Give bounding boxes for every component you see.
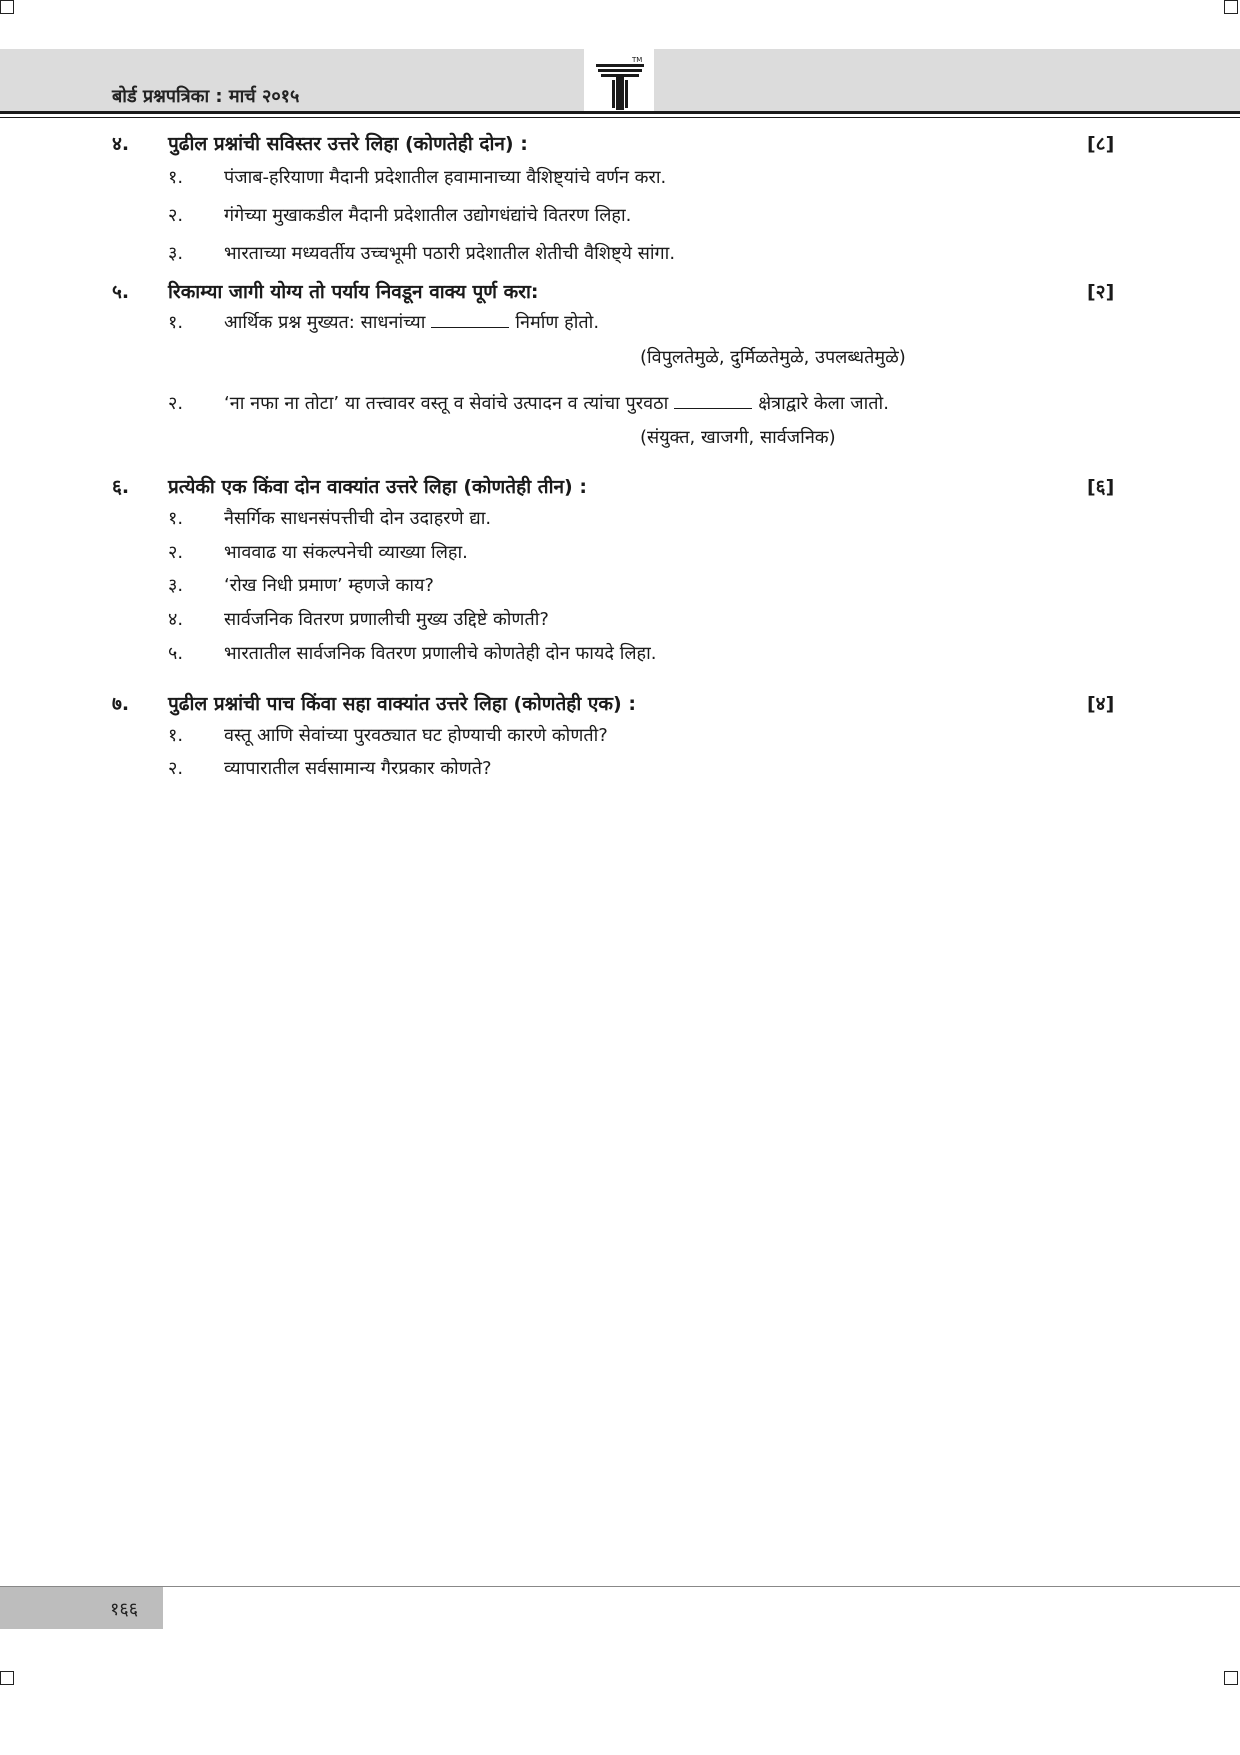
- question-text: रिकाम्या जागी योग्य तो पर्याय निवडून वाक्य पूर्ण करा:: [168, 281, 539, 303]
- sub-question-text: ‘रोख निधी प्रमाण’ म्हणजे काय?: [224, 575, 434, 596]
- header-band-right: [654, 49, 1240, 111]
- question-number: ५.: [112, 281, 130, 303]
- answer-options: (विपुलतेमुळे, दुर्मिळतेमुळे, उपलब्धतेमुळे): [640, 347, 906, 368]
- sub-question-number: २.: [168, 758, 184, 779]
- footer-band: [0, 1587, 163, 1629]
- question-number: ४.: [112, 133, 130, 155]
- crop-mark-bottom-right: [1224, 1671, 1238, 1685]
- sub-question-text: गंगेच्या मुखाकडील मैदानी प्रदेशातील उद्योगधंद्यांचे वितरण लिहा.: [224, 205, 632, 226]
- sub-question-text: व्यापारातील सर्वसामान्य गैरप्रकार कोणते?: [224, 758, 492, 779]
- sub-question-text: नैसर्गिक साधनसंपत्तीची दोन उदाहरणे द्या.: [224, 508, 492, 529]
- answer-options: (संयुक्त, खाजगी, सार्वजनिक): [640, 427, 836, 448]
- sub-question-number: २.: [168, 393, 184, 414]
- sub-question-number: ४.: [168, 609, 184, 630]
- question-number: ७.: [112, 693, 130, 715]
- sub-question-number: ३.: [168, 575, 184, 596]
- sub-question-text: भारताच्या मध्यवर्तीय उच्चभूमी पठारी प्रदेशातील शेतीची वैशिष्ट्ये सांगा.: [224, 243, 676, 264]
- sub-question-text: भारतातील सार्वजनिक वितरण प्रणालीचे कोणतेही दोन फायदे लिहा.: [224, 643, 657, 664]
- question-marks: [८]: [1087, 133, 1115, 155]
- sub-question-text: पंजाब-हरियाणा मैदानी प्रदेशातील हवामानाच्या वैशिष्ट्यांचे वर्णन करा.: [224, 167, 667, 188]
- answer-blank: [674, 407, 752, 409]
- page-number: १६६: [110, 1599, 139, 1620]
- logo-trademark: TM: [632, 56, 643, 64]
- publisher-logo-icon: [592, 56, 648, 112]
- header-rule-thin: [0, 117, 1240, 118]
- crop-mark-top-left: [0, 0, 14, 14]
- sub-question-text: वस्तू आणि सेवांच्या पुरवठ्यात घट होण्याची कारणे कोणती?: [224, 725, 608, 746]
- crop-mark-top-right: [1224, 0, 1238, 14]
- question-marks: [६]: [1087, 476, 1115, 498]
- header-rule-thick: [0, 111, 1240, 114]
- sub-question-number: ५.: [168, 643, 184, 664]
- fill-in-blank-sentence: [224, 310, 599, 334]
- sub-question-text: सार्वजनिक वितरण प्रणालीची मुख्य उद्दिष्टे कोणती?: [224, 609, 549, 630]
- sentence-before-blank: आर्थिक प्रश्न मुख्यत: साधनांच्या: [224, 312, 426, 333]
- crop-mark-bottom-left: [0, 1671, 14, 1685]
- sentence-before-blank: ‘ना नफा ना तोटा’ या तत्त्वावर वस्तू व सेवांचे उत्पादन व त्यांचा पुरवठा: [224, 393, 669, 414]
- fill-in-blank-sentence: [224, 391, 889, 415]
- question-text: पुढील प्रश्नांची सविस्तर उत्तरे लिहा (कोणतेही दोन) :: [168, 133, 528, 155]
- sub-question-number: २.: [168, 205, 184, 226]
- question-number: ६.: [112, 476, 130, 498]
- question-marks: [२]: [1087, 281, 1115, 303]
- answer-blank: [431, 326, 509, 328]
- question-marks: [४]: [1087, 693, 1115, 715]
- page-header-title: बोर्ड प्रश्नपत्रिका : मार्च २०१५: [112, 86, 300, 107]
- sub-question-number: ३.: [168, 243, 184, 264]
- sub-question-text: भाववाढ या संकल्पनेची व्याख्या लिहा.: [224, 542, 468, 563]
- sub-question-number: १.: [168, 508, 184, 529]
- question-text: पुढील प्रश्नांची पाच किंवा सहा वाक्यांत उत्तरे लिहा (कोणतेही एक) :: [168, 693, 636, 715]
- question-text: प्रत्येकी एक किंवा दोन वाक्यांत उत्तरे लिहा (कोणतेही तीन) :: [168, 476, 587, 498]
- sub-question-number: १.: [168, 167, 184, 188]
- sub-question-number: १.: [168, 312, 184, 333]
- sentence-after-blank: क्षेत्राद्वारे केला जातो.: [758, 393, 889, 414]
- footer-rule: [0, 1586, 1240, 1587]
- sub-question-number: १.: [168, 725, 184, 746]
- sentence-after-blank: निर्माण होतो.: [515, 312, 600, 333]
- sub-question-number: २.: [168, 542, 184, 563]
